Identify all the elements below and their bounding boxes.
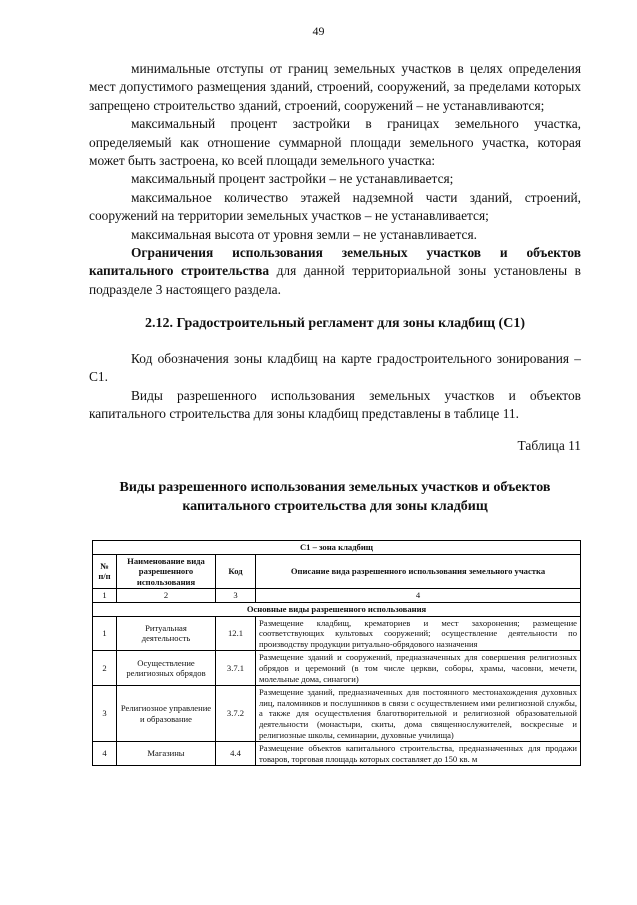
row-desc: Размещение кладбищ, крематориев и мест захоронения; размещение соответствующих культовых сооружений; осуществление деятельности по производству продукции ритуально-обрядового назначения — [256, 616, 581, 651]
paragraph: Код обозначения зоны кладбищ на карте градостроительного зонирования – С1. — [89, 350, 581, 385]
row-name: Магазины — [117, 742, 216, 766]
paragraph: максимальное количество этажей надземной части зданий, строений, сооружений на территории земельных участков – не устанавливается; — [89, 189, 581, 224]
row-name: Религиозное управление и образование — [117, 686, 216, 742]
row-code: 4.4 — [216, 742, 256, 766]
zone-header: С1 – зона кладбищ — [93, 541, 581, 555]
row-num: 3 — [93, 686, 117, 742]
table-title-line-1: Виды разрешенного использования земельных участков и объектов — [119, 479, 551, 495]
table-index-row — [93, 589, 581, 603]
table-section-row — [93, 602, 581, 616]
section-label: Основные виды разрешенного использования — [93, 602, 581, 616]
col-index: 4 — [256, 589, 581, 603]
col-header-name: Наименование вида разрешенного использования — [117, 554, 216, 589]
table-label: Таблица 11 — [517, 438, 581, 454]
row-code: 3.7.1 — [216, 651, 256, 686]
page-number: 49 — [312, 24, 325, 38]
row-desc: Размещение зданий, предназначенных для постоянного местонахождения духовных лиц, паломников и послушников в связи с осуществлением ими религиозной службы, а также для осуществления благотворительной и религиозной образовательной деятельности (монастыри, скиты, дома священнослужителей, воскресные и религиозные школы, семинарии, духовные училища) — [256, 686, 581, 742]
row-desc: Размещение объектов капитального строительства, предназначенных для продажи товаров, торговая площадь которых составляет до 150 кв. м — [256, 742, 581, 766]
table-row — [93, 686, 581, 742]
col-index: 2 — [117, 589, 216, 603]
col-index: 1 — [93, 589, 117, 603]
paragraph-restrictions — [89, 244, 581, 299]
table-title-line-2: капитального строительства для зоны кладбищ — [182, 498, 488, 514]
regulation-table — [92, 540, 581, 766]
row-desc: Размещение зданий и сооружений, предназначенных для совершения религиозных обрядов и церемоний (в том числе церкви, соборы, храмы, часовни, мечети, молельные дома, синагоги) — [256, 651, 581, 686]
paragraph: Виды разрешенного использования земельных участков и объектов капитального строительства для зоны кладбищ представлены в таблице 11. — [89, 387, 581, 421]
table-row — [93, 616, 581, 651]
paragraph-text: для данной территориальной зоны установлены в подразделе 3 настоящего раздела. — [89, 263, 582, 297]
row-name: Ритуальная деятельность — [117, 616, 216, 651]
bold-phrase: Ограничения использования земельных участков и объектов капитального строительства — [89, 245, 581, 279]
document-body — [89, 60, 581, 516]
row-code: 3.7.2 — [216, 686, 256, 742]
col-header-desc: Описание вида разрешенного использования земельного участка — [256, 554, 581, 589]
paragraph: минимальные отступы от границ земельных участков в целях определения мест допустимого размещения зданий, строений, сооружений, за пределами которых запрещено строительство зданий, строений, сооружений – не устанавливаются; — [89, 61, 581, 113]
col-index: 3 — [216, 589, 256, 603]
table-row — [93, 651, 581, 686]
table-header-row — [93, 554, 581, 589]
row-code: 12.1 — [216, 616, 256, 651]
col-header-num: № п/п — [93, 554, 117, 589]
row-num: 1 — [93, 616, 117, 651]
row-name: Осуществление религиозных обрядов — [117, 651, 216, 686]
row-num: 4 — [93, 742, 117, 766]
section-heading: 2.12. Градостроительный регламент для зоны кладбищ (С1) — [145, 316, 525, 332]
table-zone-row — [93, 541, 581, 555]
paragraph: максимальный процент застройки в границах земельного участка, определяемый как отношение суммарной площади земельного участка, которая может быть застроена, ко всей площади земельного участка: — [89, 116, 581, 169]
row-num: 2 — [93, 651, 117, 686]
table-row — [93, 742, 581, 766]
col-header-code: Код — [216, 554, 256, 589]
paragraph: максимальная высота от уровня земли – не устанавливается. — [131, 226, 477, 242]
paragraph: максимальный процент застройки – не устанавливается; — [131, 171, 454, 187]
